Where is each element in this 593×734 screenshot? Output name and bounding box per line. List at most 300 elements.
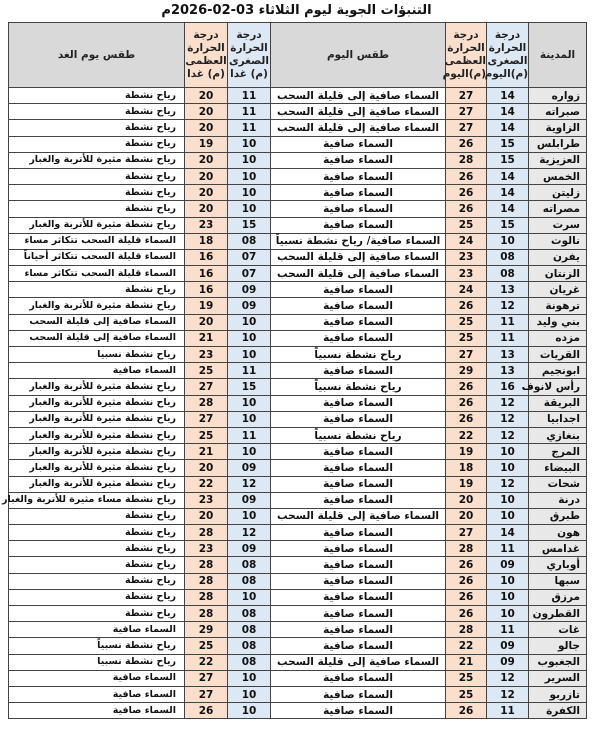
weather-tomorrow-cell: رياح نشطة xyxy=(9,120,185,136)
table-row xyxy=(9,314,587,330)
weather-tomorrow-cell: السماء صافية إلى قليلة السحب xyxy=(9,330,185,346)
city-cell: نالوت xyxy=(529,233,587,249)
max-tomorrow-cell: 18 xyxy=(185,233,228,249)
max-today-cell: 22 xyxy=(446,427,487,443)
max-today-cell: 27 xyxy=(446,525,487,541)
city-cell: غدامس xyxy=(529,541,587,557)
max-tomorrow-cell: 20 xyxy=(185,201,228,217)
weather-tomorrow-cell: السماء قليلة السحب تتكاثر أحياناً xyxy=(9,249,185,265)
weather-tomorrow-cell: السماء صافية xyxy=(9,363,185,379)
weather-tomorrow-cell: رياح نشطة مثيرة للأتربة والغبار xyxy=(9,411,185,427)
max-tomorrow-cell: 20 xyxy=(185,314,228,330)
min-tomorrow-cell: 07 xyxy=(228,249,271,265)
city-cell: المرج xyxy=(529,444,587,460)
min-today-cell: 11 xyxy=(487,622,529,638)
city-cell: الجغبوب xyxy=(529,654,587,670)
city-cell: شحات xyxy=(529,476,587,492)
min-tomorrow-cell: 09 xyxy=(228,298,271,314)
weather-today-cell: السماء صافية إلى قليلة السحب xyxy=(271,120,446,136)
weather-tomorrow-cell: رياح نشطة مثيرة للأتربة والغبار xyxy=(9,444,185,460)
table-row xyxy=(9,686,587,702)
weather-today-cell: السماء صافية إلى قليلة السحب xyxy=(271,249,446,265)
min-tomorrow-cell: 10 xyxy=(228,686,271,702)
weather-tomorrow-cell: رياح نشطة نسبياً xyxy=(9,638,185,654)
min-today-cell: 13 xyxy=(487,282,529,298)
min-today-cell: 12 xyxy=(487,476,529,492)
max-tomorrow-cell: 21 xyxy=(185,444,228,460)
min-tomorrow-cell: 10 xyxy=(228,314,271,330)
min-tomorrow-cell: 11 xyxy=(228,427,271,443)
header-max-tomorrow: درجة الحرارة العظمى (م) غدا xyxy=(185,23,228,88)
weather-today-cell: السماء صافية xyxy=(271,136,446,152)
weather-tomorrow-cell: رياح نشطة مثيرة للأتربة والغبار xyxy=(9,476,185,492)
weather-tomorrow-cell: رياح نشطة مثيرة للأتربة والغبار xyxy=(9,460,185,476)
weather-today-cell: السماء صافية xyxy=(271,573,446,589)
weather-today-cell: السماء صافية إلى قليلة السحب xyxy=(271,654,446,670)
page-title: التنبؤات الجوية ليوم الثلاثاء 03-02-2026م xyxy=(161,3,432,18)
table-row xyxy=(9,233,587,249)
max-today-cell: 27 xyxy=(446,104,487,120)
city-cell: مزده xyxy=(529,330,587,346)
min-tomorrow-cell: 08 xyxy=(228,654,271,670)
min-tomorrow-cell: 10 xyxy=(228,330,271,346)
weather-today-cell: السماء صافية xyxy=(271,298,446,314)
min-today-cell: 12 xyxy=(487,298,529,314)
min-tomorrow-cell: 08 xyxy=(228,573,271,589)
min-today-cell: 14 xyxy=(487,88,529,104)
weather-today-cell: السماء صافية xyxy=(271,444,446,460)
city-cell: القريات xyxy=(529,347,587,363)
weather-today-cell: السماء صافية xyxy=(271,217,446,233)
max-today-cell: 24 xyxy=(446,282,487,298)
city-cell: زواره xyxy=(529,88,587,104)
min-today-cell: 09 xyxy=(487,638,529,654)
min-tomorrow-cell: 10 xyxy=(228,411,271,427)
max-tomorrow-cell: 16 xyxy=(185,266,228,282)
city-cell: البيضاء xyxy=(529,460,587,476)
weather-tomorrow-cell: رياح نشطة مثيرة للأتربة والغبار xyxy=(9,395,185,411)
weather-tomorrow-cell: السماء قليلة السحب تتكاثر مساء xyxy=(9,266,185,282)
table-row xyxy=(9,363,587,379)
city-cell: ترهونة xyxy=(529,298,587,314)
table-row xyxy=(9,379,587,395)
table-row xyxy=(9,298,587,314)
max-today-cell: 26 xyxy=(446,185,487,201)
min-tomorrow-cell: 11 xyxy=(228,363,271,379)
min-tomorrow-cell: 11 xyxy=(228,88,271,104)
table-row xyxy=(9,670,587,686)
city-cell: صبراته xyxy=(529,104,587,120)
max-today-cell: 26 xyxy=(446,589,487,605)
max-today-cell: 28 xyxy=(446,622,487,638)
max-today-cell: 19 xyxy=(446,476,487,492)
table-row xyxy=(9,622,587,638)
city-cell: طرابلس xyxy=(529,136,587,152)
weather-tomorrow-cell: رياح نشطة xyxy=(9,589,185,605)
city-cell: مصراته xyxy=(529,201,587,217)
table-row xyxy=(9,330,587,346)
table-row xyxy=(9,185,587,201)
header-weather-tomorrow: طقس يوم الغد xyxy=(9,23,185,88)
max-today-cell: 25 xyxy=(446,330,487,346)
max-tomorrow-cell: 19 xyxy=(185,136,228,152)
min-today-cell: 15 xyxy=(487,152,529,168)
min-today-cell: 10 xyxy=(487,508,529,524)
city-cell: سرت xyxy=(529,217,587,233)
max-today-cell: 26 xyxy=(446,606,487,622)
weather-today-cell: السماء صافية/ رياح نشطة نسبياً xyxy=(271,233,446,249)
weather-tomorrow-cell: رياح نشطة xyxy=(9,168,185,184)
max-today-cell: 18 xyxy=(446,460,487,476)
max-tomorrow-cell: 16 xyxy=(185,282,228,298)
weather-today-cell: السماء صافية إلى قليلة السحب xyxy=(271,104,446,120)
min-today-cell: 15 xyxy=(487,217,529,233)
min-today-cell: 11 xyxy=(487,541,529,557)
min-tomorrow-cell: 10 xyxy=(228,201,271,217)
weather-today-cell: السماء صافية xyxy=(271,686,446,702)
weather-today-cell: السماء صافية xyxy=(271,411,446,427)
max-tomorrow-cell: 23 xyxy=(185,347,228,363)
city-cell: تازربو xyxy=(529,686,587,702)
weather-tomorrow-cell: رياح نشطة xyxy=(9,88,185,104)
min-today-cell: 11 xyxy=(487,314,529,330)
city-cell: مرزق xyxy=(529,589,587,605)
min-tomorrow-cell: 10 xyxy=(228,395,271,411)
city-cell: بني وليد xyxy=(529,314,587,330)
max-tomorrow-cell: 28 xyxy=(185,573,228,589)
weather-today-cell: السماء صافية xyxy=(271,460,446,476)
weather-today-cell: السماء صافية xyxy=(271,314,446,330)
min-today-cell: 14 xyxy=(487,168,529,184)
city-cell: البريقة xyxy=(529,395,587,411)
weather-today-cell: السماء صافية xyxy=(271,476,446,492)
max-tomorrow-cell: 28 xyxy=(185,606,228,622)
weather-tomorrow-cell: السماء صافية xyxy=(9,703,185,719)
table-row xyxy=(9,589,587,605)
min-tomorrow-cell: 10 xyxy=(228,589,271,605)
table-row xyxy=(9,557,587,573)
weather-tomorrow-cell: السماء قليلة السحب تتكاثر مساء xyxy=(9,233,185,249)
weather-today-cell: السماء صافية xyxy=(271,282,446,298)
max-today-cell: 20 xyxy=(446,508,487,524)
weather-tomorrow-cell: رياح نشطة مثيرة للأتربة والغبار xyxy=(9,379,185,395)
max-today-cell: 23 xyxy=(446,266,487,282)
min-today-cell: 14 xyxy=(487,120,529,136)
max-today-cell: 28 xyxy=(446,541,487,557)
min-tomorrow-cell: 10 xyxy=(228,444,271,460)
max-tomorrow-cell: 28 xyxy=(185,557,228,573)
weather-today-cell: السماء صافية إلى قليلة السحب xyxy=(271,88,446,104)
header-city: المدينة xyxy=(529,23,587,88)
city-cell: الزاوية xyxy=(529,120,587,136)
max-tomorrow-cell: 28 xyxy=(185,525,228,541)
max-tomorrow-cell: 28 xyxy=(185,589,228,605)
weather-today-cell: السماء صافية xyxy=(271,541,446,557)
min-tomorrow-cell: 08 xyxy=(228,606,271,622)
weather-today-cell: السماء صافية xyxy=(271,557,446,573)
max-today-cell: 29 xyxy=(446,363,487,379)
min-tomorrow-cell: 12 xyxy=(228,525,271,541)
max-today-cell: 26 xyxy=(446,136,487,152)
weather-tomorrow-cell: رياح نشطة مثيرة للأتربة والغبار xyxy=(9,427,185,443)
table-row xyxy=(9,249,587,265)
weather-today-cell: السماء صافية xyxy=(271,589,446,605)
weather-tomorrow-cell: رياح نشطة نسبيا xyxy=(9,347,185,363)
weather-today-cell: السماء صافية xyxy=(271,152,446,168)
city-cell: أوباري xyxy=(529,557,587,573)
max-tomorrow-cell: 21 xyxy=(185,330,228,346)
min-tomorrow-cell: 10 xyxy=(228,508,271,524)
max-tomorrow-cell: 23 xyxy=(185,492,228,508)
max-today-cell: 25 xyxy=(446,314,487,330)
max-tomorrow-cell: 25 xyxy=(185,638,228,654)
table-row xyxy=(9,541,587,557)
min-today-cell: 16 xyxy=(487,379,529,395)
weather-today-cell: السماء صافية xyxy=(271,492,446,508)
weather-tomorrow-cell: رياح نشطة مثيرة للأتربة والغبار xyxy=(9,217,185,233)
min-tomorrow-cell: 15 xyxy=(228,379,271,395)
min-today-cell: 10 xyxy=(487,233,529,249)
max-tomorrow-cell: 20 xyxy=(185,168,228,184)
weather-tomorrow-cell: السماء صافية xyxy=(9,622,185,638)
weather-today-cell: السماء صافية إلى قليلة السحب xyxy=(271,508,446,524)
table-row xyxy=(9,395,587,411)
max-tomorrow-cell: 27 xyxy=(185,379,228,395)
weather-tomorrow-cell: رياح نشطة xyxy=(9,606,185,622)
table-row xyxy=(9,460,587,476)
header-row xyxy=(9,23,587,88)
max-today-cell: 21 xyxy=(446,654,487,670)
table-row xyxy=(9,217,587,233)
max-tomorrow-cell: 16 xyxy=(185,249,228,265)
weather-today-cell: السماء صافية xyxy=(271,606,446,622)
weather-tomorrow-cell: رياح نشطة xyxy=(9,104,185,120)
table-row xyxy=(9,411,587,427)
header-min-tomorrow: درجة الحرارة الصغرى (م) غدا xyxy=(228,23,271,88)
city-cell: رأس لانوف xyxy=(529,379,587,395)
weather-today-cell: السماء صافية xyxy=(271,703,446,719)
min-today-cell: 15 xyxy=(487,136,529,152)
min-tomorrow-cell: 08 xyxy=(228,638,271,654)
max-today-cell: 26 xyxy=(446,703,487,719)
table-row xyxy=(9,476,587,492)
min-today-cell: 14 xyxy=(487,104,529,120)
table-row xyxy=(9,266,587,282)
city-cell: القطرون xyxy=(529,606,587,622)
max-tomorrow-cell: 22 xyxy=(185,654,228,670)
weather-tomorrow-cell: رياح نشطة xyxy=(9,525,185,541)
weather-today-cell: رياح نشطة نسبياً xyxy=(271,347,446,363)
min-tomorrow-cell: 10 xyxy=(228,347,271,363)
min-today-cell: 12 xyxy=(487,411,529,427)
max-today-cell: 19 xyxy=(446,444,487,460)
max-today-cell: 25 xyxy=(446,686,487,702)
table-row xyxy=(9,201,587,217)
city-cell: الكفرة xyxy=(529,703,587,719)
min-today-cell: 12 xyxy=(487,686,529,702)
min-today-cell: 09 xyxy=(487,654,529,670)
min-tomorrow-cell: 09 xyxy=(228,492,271,508)
city-cell: الزنتان xyxy=(529,266,587,282)
weather-tomorrow-cell: رياح نشطة xyxy=(9,557,185,573)
max-tomorrow-cell: 27 xyxy=(185,670,228,686)
city-cell: اجدابيا xyxy=(529,411,587,427)
weather-today-cell: السماء صافية xyxy=(271,622,446,638)
max-today-cell: 26 xyxy=(446,557,487,573)
city-cell: درنة xyxy=(529,492,587,508)
max-today-cell: 28 xyxy=(446,152,487,168)
max-tomorrow-cell: 26 xyxy=(185,703,228,719)
weather-tomorrow-cell: رياح نشطة مثيرة للأتربة والغبار xyxy=(9,152,185,168)
weather-today-cell: السماء صافية xyxy=(271,638,446,654)
forecast-table xyxy=(2,22,587,719)
max-today-cell: 26 xyxy=(446,168,487,184)
min-today-cell: 13 xyxy=(487,347,529,363)
max-today-cell: 26 xyxy=(446,573,487,589)
weather-today-cell: السماء صافية xyxy=(271,201,446,217)
min-tomorrow-cell: 08 xyxy=(228,233,271,249)
min-today-cell: 12 xyxy=(487,395,529,411)
weather-today-cell: السماء صافية xyxy=(271,330,446,346)
city-cell: ابونجيم xyxy=(529,363,587,379)
max-today-cell: 24 xyxy=(446,233,487,249)
weather-today-cell: رياح نشطة نسبياً xyxy=(271,427,446,443)
min-tomorrow-cell: 09 xyxy=(228,541,271,557)
table-row xyxy=(9,703,587,719)
city-cell: هون xyxy=(529,525,587,541)
min-today-cell: 08 xyxy=(487,249,529,265)
weather-tomorrow-cell: السماء صافية xyxy=(9,686,185,702)
max-tomorrow-cell: 23 xyxy=(185,217,228,233)
weather-today-cell: السماء صافية xyxy=(271,525,446,541)
min-today-cell: 10 xyxy=(487,460,529,476)
weather-tomorrow-cell: رياح نشطة xyxy=(9,185,185,201)
table-row xyxy=(9,282,587,298)
table-row xyxy=(9,525,587,541)
min-today-cell: 10 xyxy=(487,492,529,508)
max-tomorrow-cell: 20 xyxy=(185,185,228,201)
min-today-cell: 10 xyxy=(487,444,529,460)
weather-tomorrow-cell: رياح نشطة xyxy=(9,136,185,152)
max-today-cell: 25 xyxy=(446,670,487,686)
min-tomorrow-cell: 07 xyxy=(228,266,271,282)
city-cell: بنغازي xyxy=(529,427,587,443)
min-tomorrow-cell: 10 xyxy=(228,152,271,168)
min-today-cell: 10 xyxy=(487,573,529,589)
min-tomorrow-cell: 10 xyxy=(228,703,271,719)
min-today-cell: 09 xyxy=(487,557,529,573)
min-tomorrow-cell: 09 xyxy=(228,460,271,476)
max-tomorrow-cell: 25 xyxy=(185,363,228,379)
min-today-cell: 10 xyxy=(487,606,529,622)
min-today-cell: 11 xyxy=(487,330,529,346)
max-today-cell: 26 xyxy=(446,411,487,427)
table-row xyxy=(9,136,587,152)
weather-tomorrow-cell: رياح نشطة xyxy=(9,541,185,557)
table-row xyxy=(9,427,587,443)
min-today-cell: 10 xyxy=(487,589,529,605)
min-today-cell: 11 xyxy=(487,703,529,719)
weather-today-cell: السماء صافية xyxy=(271,670,446,686)
header-weather-today: طقس اليوم xyxy=(271,23,446,88)
weather-today-cell: السماء صافية xyxy=(271,363,446,379)
weather-today-cell: رياح نشطة نسبياً xyxy=(271,379,446,395)
max-today-cell: 25 xyxy=(446,217,487,233)
table-row xyxy=(9,104,587,120)
city-cell: سبها xyxy=(529,573,587,589)
forecast-table-container xyxy=(2,22,586,719)
weather-today-cell: السماء صافية إلى قليلة السحب xyxy=(271,266,446,282)
table-row xyxy=(9,573,587,589)
weather-tomorrow-cell: رياح نشطة xyxy=(9,573,185,589)
max-tomorrow-cell: 27 xyxy=(185,686,228,702)
max-today-cell: 23 xyxy=(446,249,487,265)
max-tomorrow-cell: 27 xyxy=(185,411,228,427)
city-cell: غريان xyxy=(529,282,587,298)
min-today-cell: 14 xyxy=(487,201,529,217)
table-row xyxy=(9,347,587,363)
weather-today-cell: السماء صافية xyxy=(271,185,446,201)
max-tomorrow-cell: 29 xyxy=(185,622,228,638)
city-cell: يفرن xyxy=(529,249,587,265)
header-min-today: درجة الحرارة الصغرى (م)اليوم xyxy=(487,23,529,88)
weather-tomorrow-cell: رياح نشطة مساء مثيرة للأتربة والغبار xyxy=(9,492,185,508)
max-tomorrow-cell: 23 xyxy=(185,541,228,557)
table-row xyxy=(9,654,587,670)
table-row xyxy=(9,168,587,184)
max-tomorrow-cell: 20 xyxy=(185,104,228,120)
table-row xyxy=(9,444,587,460)
max-today-cell: 22 xyxy=(446,638,487,654)
max-today-cell: 26 xyxy=(446,201,487,217)
max-tomorrow-cell: 22 xyxy=(185,476,228,492)
table-body xyxy=(2,88,587,719)
max-tomorrow-cell: 20 xyxy=(185,120,228,136)
max-today-cell: 26 xyxy=(446,379,487,395)
weather-today-cell: السماء صافية xyxy=(271,395,446,411)
table-row xyxy=(9,606,587,622)
city-cell: غات xyxy=(529,622,587,638)
city-cell: العزيزية xyxy=(529,152,587,168)
max-tomorrow-cell: 28 xyxy=(185,395,228,411)
weather-tomorrow-cell: السماء صافية xyxy=(9,670,185,686)
max-today-cell: 20 xyxy=(446,492,487,508)
table-row xyxy=(9,492,587,508)
min-tomorrow-cell: 12 xyxy=(228,476,271,492)
min-tomorrow-cell: 11 xyxy=(228,104,271,120)
weather-tomorrow-cell: رياح نشطة نسبيا xyxy=(9,654,185,670)
max-today-cell: 26 xyxy=(446,395,487,411)
max-tomorrow-cell: 19 xyxy=(185,298,228,314)
max-tomorrow-cell: 20 xyxy=(185,508,228,524)
city-cell: طبرق xyxy=(529,508,587,524)
max-today-cell: 26 xyxy=(446,298,487,314)
city-cell: الخمس xyxy=(529,168,587,184)
city-cell: زليتن xyxy=(529,185,587,201)
table-row xyxy=(9,120,587,136)
min-today-cell: 13 xyxy=(487,363,529,379)
min-today-cell: 14 xyxy=(487,525,529,541)
table-row xyxy=(9,508,587,524)
weather-today-cell: السماء صافية xyxy=(271,168,446,184)
city-cell: السرير xyxy=(529,670,587,686)
min-tomorrow-cell: 10 xyxy=(228,168,271,184)
min-today-cell: 12 xyxy=(487,427,529,443)
city-cell: جالو xyxy=(529,638,587,654)
min-tomorrow-cell: 11 xyxy=(228,120,271,136)
min-tomorrow-cell: 15 xyxy=(228,217,271,233)
min-tomorrow-cell: 10 xyxy=(228,670,271,686)
